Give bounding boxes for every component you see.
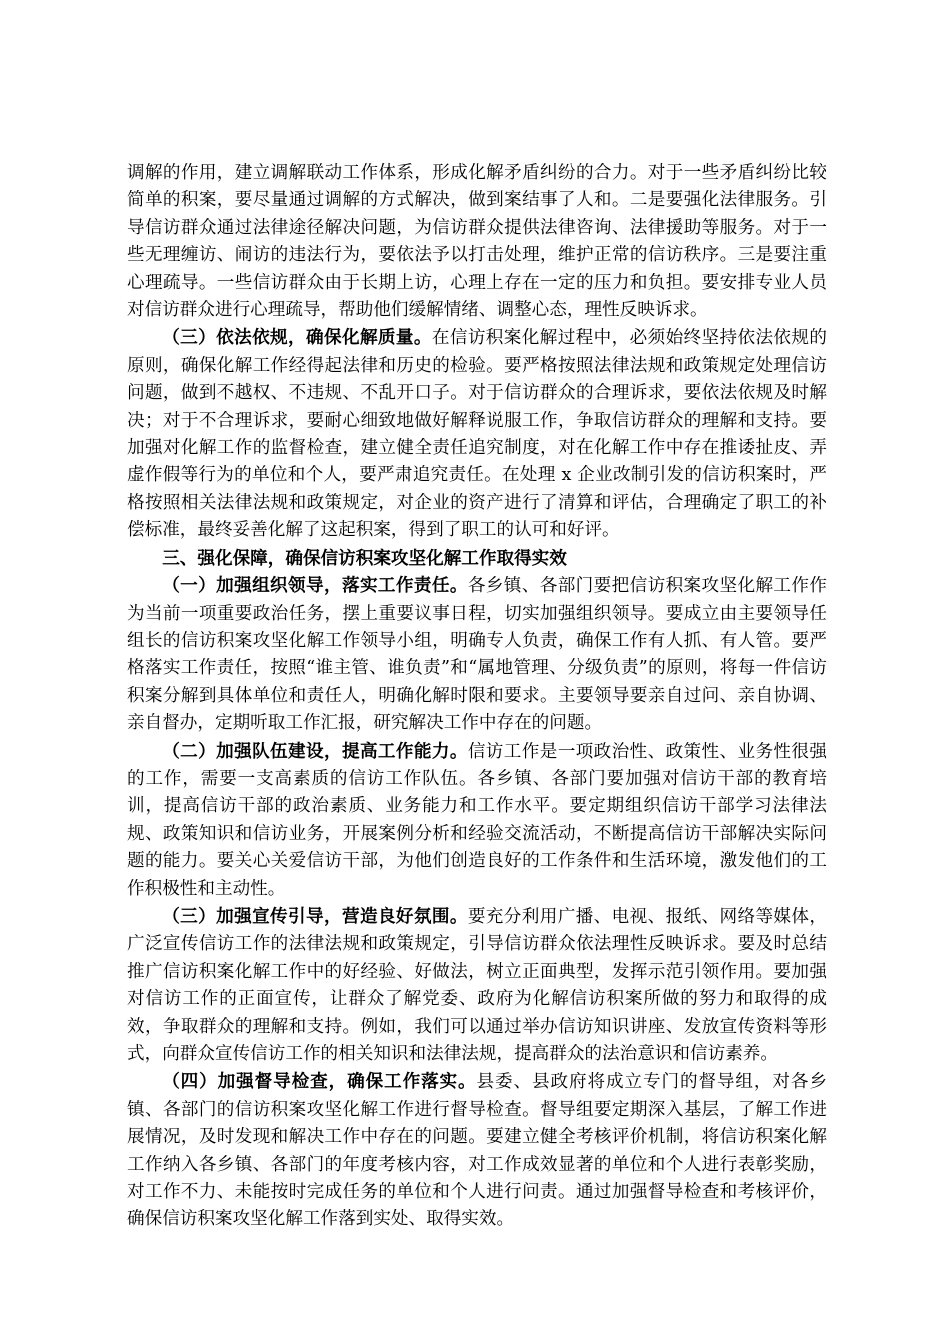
- subheading-organization-leadership: （一）加强组织领导，落实工作责任。: [162, 575, 468, 597]
- subheading-lawful-resolution: （三）依法依规，确保化解质量。: [162, 327, 432, 349]
- subheading-team-building: （二）加强队伍建设，提高工作能力。: [162, 740, 468, 762]
- paragraph-supervision-inspection-text: 县委、县政府将成立专门的督导组，对各乡镇、各部门的信访积案攻坚化解工作进行督导检查。督导组要定期深入基层，了解工作进展情况，及时发现和解决工作中存在的问题。要建立健全考核评价机制，将信访积案化解工作纳入各乡镇、各部门的年度考核内容，对工作成效显著的单位和个人进行表彰奖励，对工作不力、未能按时完成任务的单位和个人进行问责。通过加强督导检查和考核评价，确保信访积案攻坚化解工作落到实处、取得实效。: [127, 1072, 827, 1230]
- subheading-publicity-guidance: （三）加强宣传引导，营造良好氛围。: [162, 905, 468, 927]
- paragraph-organization-leadership: [127, 572, 827, 737]
- paragraph-team-building-text: 信访工作是一项政治性、政策性、业务性很强的工作，需要一支高素质的信访工作队伍。各乡镇、各部门要加强对信访干部的教育培训，提高信访干部的政治素质、业务能力和工作水平。要定期组织信访干部学习法律法规、政策知识和信访业务，开展案例分析和经验交流活动，不断提高信访干部解决实际问题的能力。要关心关爱信访干部，为他们创造良好的工作条件和生活环境，激发他们的工作积极性和主动性。: [127, 741, 827, 899]
- paragraph-organization-leadership-text: 各乡镇、各部门要把信访积案攻坚化解工作作为当前一项重要政治任务，摆上重要议事日程，切实加强组织领导。要成立由主要领导任组长的信访积案攻坚化解工作领导小组，明确专人负责，确保工作有人抓、有人管。要严格落实工作责任，按照“谁主管、谁负责”和“属地管理、分级负责”的原则，将每一件信访积案分解到具体单位和责任人，明确化解时限和要求。主要领导要亲自过问、亲自协调、亲自督办，定期听取工作汇报，研究解决工作中存在的问题。: [127, 576, 827, 734]
- paragraph-lawful-resolution-text: 在信访积案化解过程中，必须始终坚持依法依规的原则，确保化解工作经得起法律和历史的检验。要严格按照法律法规和政策规定处理信访问题，做到不越权、不违规、不乱开口子。对于信访群众的合理诉求，要依法依规及时解决；对于不合理诉求，要耐心细致地做好解释说服工作，争取信访群众的理解和支持。要加强对化解工作的监督检查，建立健全责任追究制度，对在化解工作中存在推诿扯皮、弄虚作假等行为的单位和个人，要严肃追究责任。在处理 x 企业改制引发的信访积案时，严格按照相关法律法规和政策规定，对企业的资产进行了清算和评估，合理确定了职工的补偿标准，最终妥善化解了这起积案，得到了职工的认可和好评。: [127, 328, 827, 541]
- paragraph-publicity-guidance: [127, 903, 827, 1068]
- subheading-supervision-inspection: （四）加强督导检查，确保工作落实。: [162, 1071, 477, 1093]
- document-body: [127, 160, 827, 1234]
- paragraph-lawful-resolution: [127, 324, 827, 544]
- paragraph-supervision-inspection: [127, 1068, 827, 1233]
- paragraph-publicity-guidance-text: 要充分利用广播、电视、报纸、网络等媒体，广泛宣传信访工作的法律法规和政策规定，引导信访群众依法理性反映诉求。要及时总结推广信访积案化解工作中的好经验、好做法，树立正面典型，发挥示范引领作用。要加强对信访工作的正面宣传，让群众了解党委、政府为化解信访积案所做的努力和取得的成效，争取群众的理解和支持。例如，我们可以通过举办信访知识讲座、发放宣传资料等形式，向群众宣传信访工作的相关知识和法律法规，提高群众的法治意识和信访素养。: [127, 906, 827, 1064]
- section-title-safeguards: 三、强化保障，确保信访积案攻坚化解工作取得实效: [162, 547, 567, 569]
- paragraph-mediation-law-psychology: 调解的作用，建立调解联动工作体系，形成化解矛盾纠纷的合力。对于一些矛盾纠纷比较简单的积案，要尽量通过调解的方式解决，做到案结事了人和。二是要强化法律服务。引导信访群众通过法律途径解决问题，为信访群众提供法律咨询、法律援助等服务。对于一些无理缠访、闹访的违法行为，要依法予以打击处理，维护正常的信访秩序。三是要注重心理疏导。一些信访群众由于长期上访，心理上存在一定的压力和负担。要安排专业人员对信访群众进行心理疏导，帮助他们缓解情绪、调整心态，理性反映诉求。: [127, 163, 827, 321]
- paragraph-team-building: [127, 738, 827, 903]
